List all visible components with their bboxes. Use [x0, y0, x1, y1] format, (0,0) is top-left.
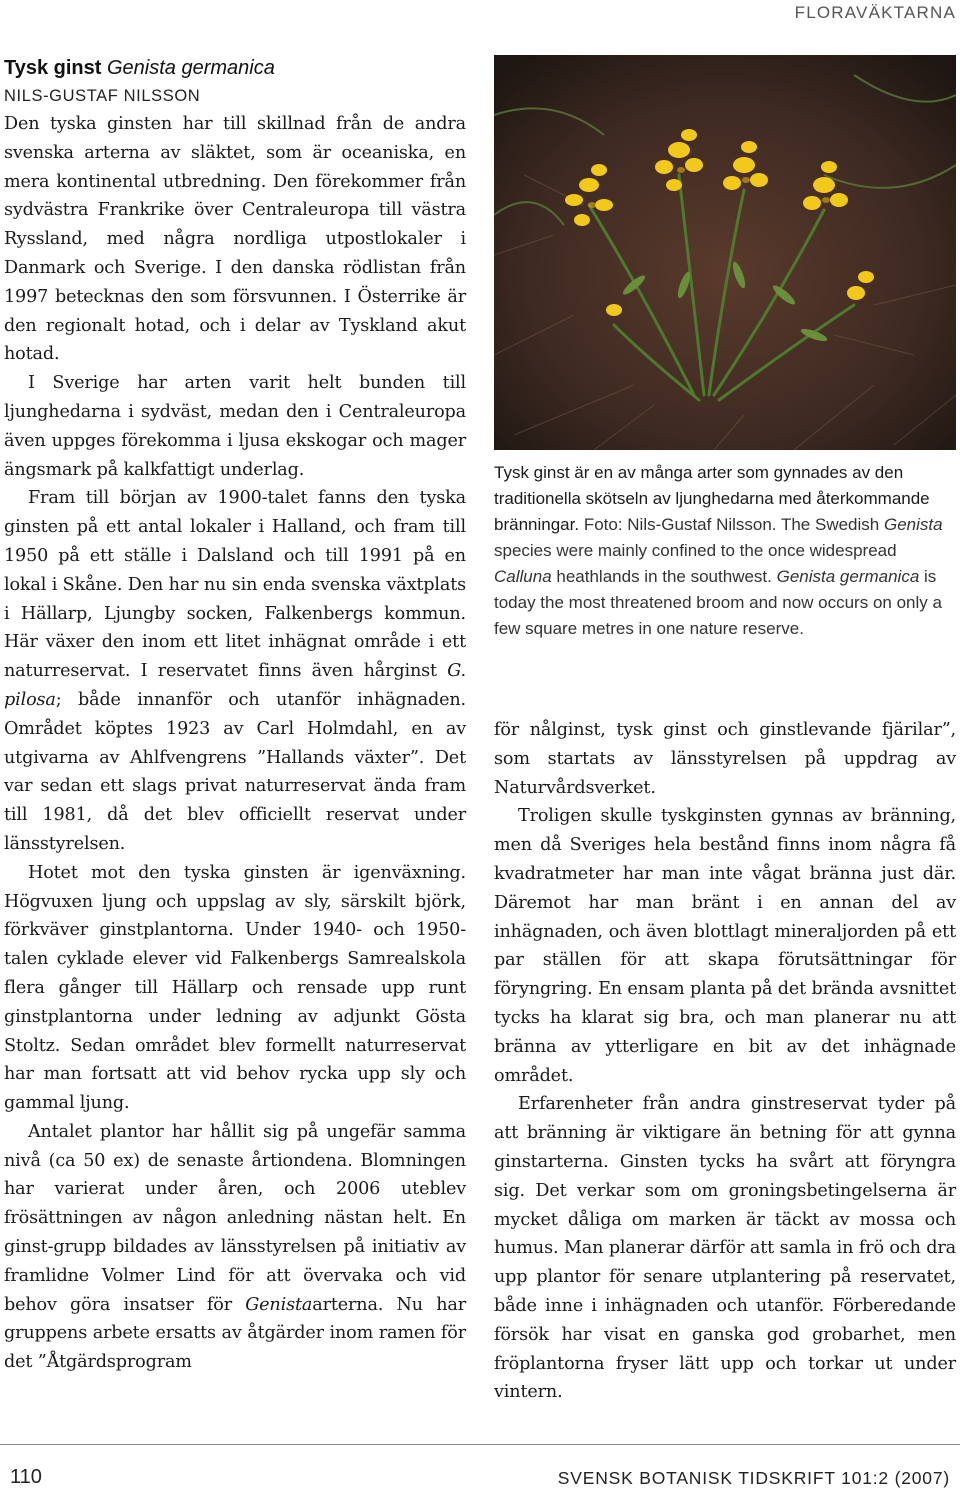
- caption-genus: Genista: [883, 515, 943, 534]
- title-latin-name: Genista germanica: [107, 57, 275, 79]
- caption-text: is today the most threatened broom and now occurs on only a few square metres in one nature reserve.: [494, 567, 942, 638]
- paragraph: Hotet mot den tyska ginsten är igenväxning. Högvuxen ljung och uppslag av sly, särskilt björk, förkväver ginstplantorna. Under 1940- och 1950-talen cyklade elever vid Falkenbergs Samrealskola flera gånger till Hällarp och rensade upp runt ginstplantorna under ledning av adjunkt Gösta Stoltz. Sedan området blev formellt naturreservat har man fortsatt att vid behov rycka upp sly och gammal ljung.: [4, 862, 466, 1114]
- section-label: FLORAVÄKTARNA: [794, 3, 956, 22]
- author-byline: NILS-GUSTAF NILSSON: [4, 87, 201, 105]
- title-common-name: Tysk ginst: [4, 57, 102, 79]
- caption-text: The Swedish: [780, 515, 880, 534]
- footer-rule: [0, 1444, 960, 1445]
- caption-genus-calluna: Calluna: [494, 567, 552, 586]
- journal-name: SVENSK BOTANISK TIDSKRIFT 101:2 (2007): [557, 1468, 950, 1488]
- paragraph: [4, 484, 466, 858]
- paragraph: för nålginst, tysk ginst och ginstlevande fjärilar”, som startats av länsstyrelsen på uppdrag av Naturvårdsverket.: [494, 720, 956, 798]
- paragraph-text: Antalet plantor har hållit sig på ungefär samma nivå (ca 50 ex) de senaste årtiondena. Blomningen har varierat under åren, och 2006 uteblev frösättningen av någon anledning nästan helt. En ginst-grupp bildades av länsstyrelsen på initiativ av framlidne Volmer Lind för att övervaka och vid behov göra insatser för: [4, 1121, 466, 1315]
- caption-text: species were mainly confined to the once widespread: [494, 541, 897, 560]
- paragraph-text: arterna. Nu har gruppens arbete ersatts av åtgärder inom ramen för det ”Åtgärdsprogram: [4, 1294, 466, 1373]
- caption-swedish: Tysk ginst är en av många arter som gynnades av den traditionella skötseln av ljunghedarna med återkommande bränningar.: [494, 463, 930, 534]
- genista-photo-illustration: [494, 55, 956, 450]
- species-name: G. pilosa: [4, 661, 466, 710]
- paragraph-text: ; både innanför och utanför inhägnaden. Området köptes 1923 av Carl Holmdahl, en av utgivarna av Ahlfvengrens ”Hallands växter”. Det var sedan ett slags privat naturreservat ända fram till 1981, då det blev officiellt reservat under länsstyrelsen.: [4, 689, 466, 854]
- caption-species: Genista germanica: [776, 567, 920, 586]
- left-column: [4, 55, 466, 1377]
- article-title: [4, 55, 466, 82]
- caption-text: heathlands in the southwest.: [556, 567, 772, 586]
- photo-caption: [494, 460, 956, 642]
- paragraph-text: Fram till början av 1900-talet fanns den tyska ginsten på ett antal lokaler i Halland, och fram till 1950 på ett ställe i Dalsland och till 1991 på en lokal i Skåne. Den har nu sin enda svenska växtplats i Hällarp, Ljungby socken, Falkenbergs kommun. Här växer den inom ett litet inhägnat område i ett naturreservat. I reservatet finns även hårginst: [4, 488, 466, 682]
- paragraph: Den tyska ginsten har till skillnad från de andra svenska arterna av släktet, som är oceaniska, en mera kontinental utbredning. Den förekommer från sydvästra Frankrike över Centraleuropa till västra Ryssland, med några nordliga utpostlokaler i Danmark och Sverige. I den danska rödlistan från 1997 betecknas den som försvunnen. I Österrike är den regionalt hotad, och i delar av Tyskland akut hotad.: [4, 114, 466, 365]
- page-number: 110: [10, 1466, 42, 1488]
- paragraph: I Sverige har arten varit helt bunden till ljunghedarna i sydväst, medan den i Centraleuropa även uppges förekomma i ljusa ekskogar och mager ängsmark på kalkfattigt underlag.: [4, 373, 466, 480]
- genus-name: Genista: [245, 1294, 313, 1315]
- right-column: [494, 716, 956, 1407]
- plant-photo: [494, 55, 956, 450]
- paragraph: [4, 1118, 466, 1377]
- photo-credit: Foto: Nils-Gustaf Nilsson.: [583, 515, 777, 534]
- paragraph: Erfarenheter från andra ginstreservat tyder på att bränning är viktigare än betning för att gynna ginstarterna. Ginsten tycks ha svårt att föryngra sig. Det verkar som om groningsbetingelserna är mycket dåliga om marken är täckt av mossa och humus. Man planerar därför att samla in frö och dra upp plantor för senare utplantering på reservatet, både inne i inhägnaden och utanför. Förberedande försök har visat en ganska god grobarhet, men fröplantorna fryser lätt upp och torkar ut under vintern.: [494, 1094, 956, 1403]
- paragraph: Troligen skulle tyskginsten gynnas av bränning, men då Sveriges hela bestånd finns inom några få kvadratmeter har man inte vågat bränna just där. Däremot har man bränt i en annan del av inhägnaden, och även blottlagt mineraljorden på ett par ställen för att skapa förutsättningar för föryngring. En ensam planta på det brända avsnittet tycks ha klarat sig bra, och man planerar nu att bränna av ytterligare en bit av det inhägnade området.: [494, 806, 956, 1086]
